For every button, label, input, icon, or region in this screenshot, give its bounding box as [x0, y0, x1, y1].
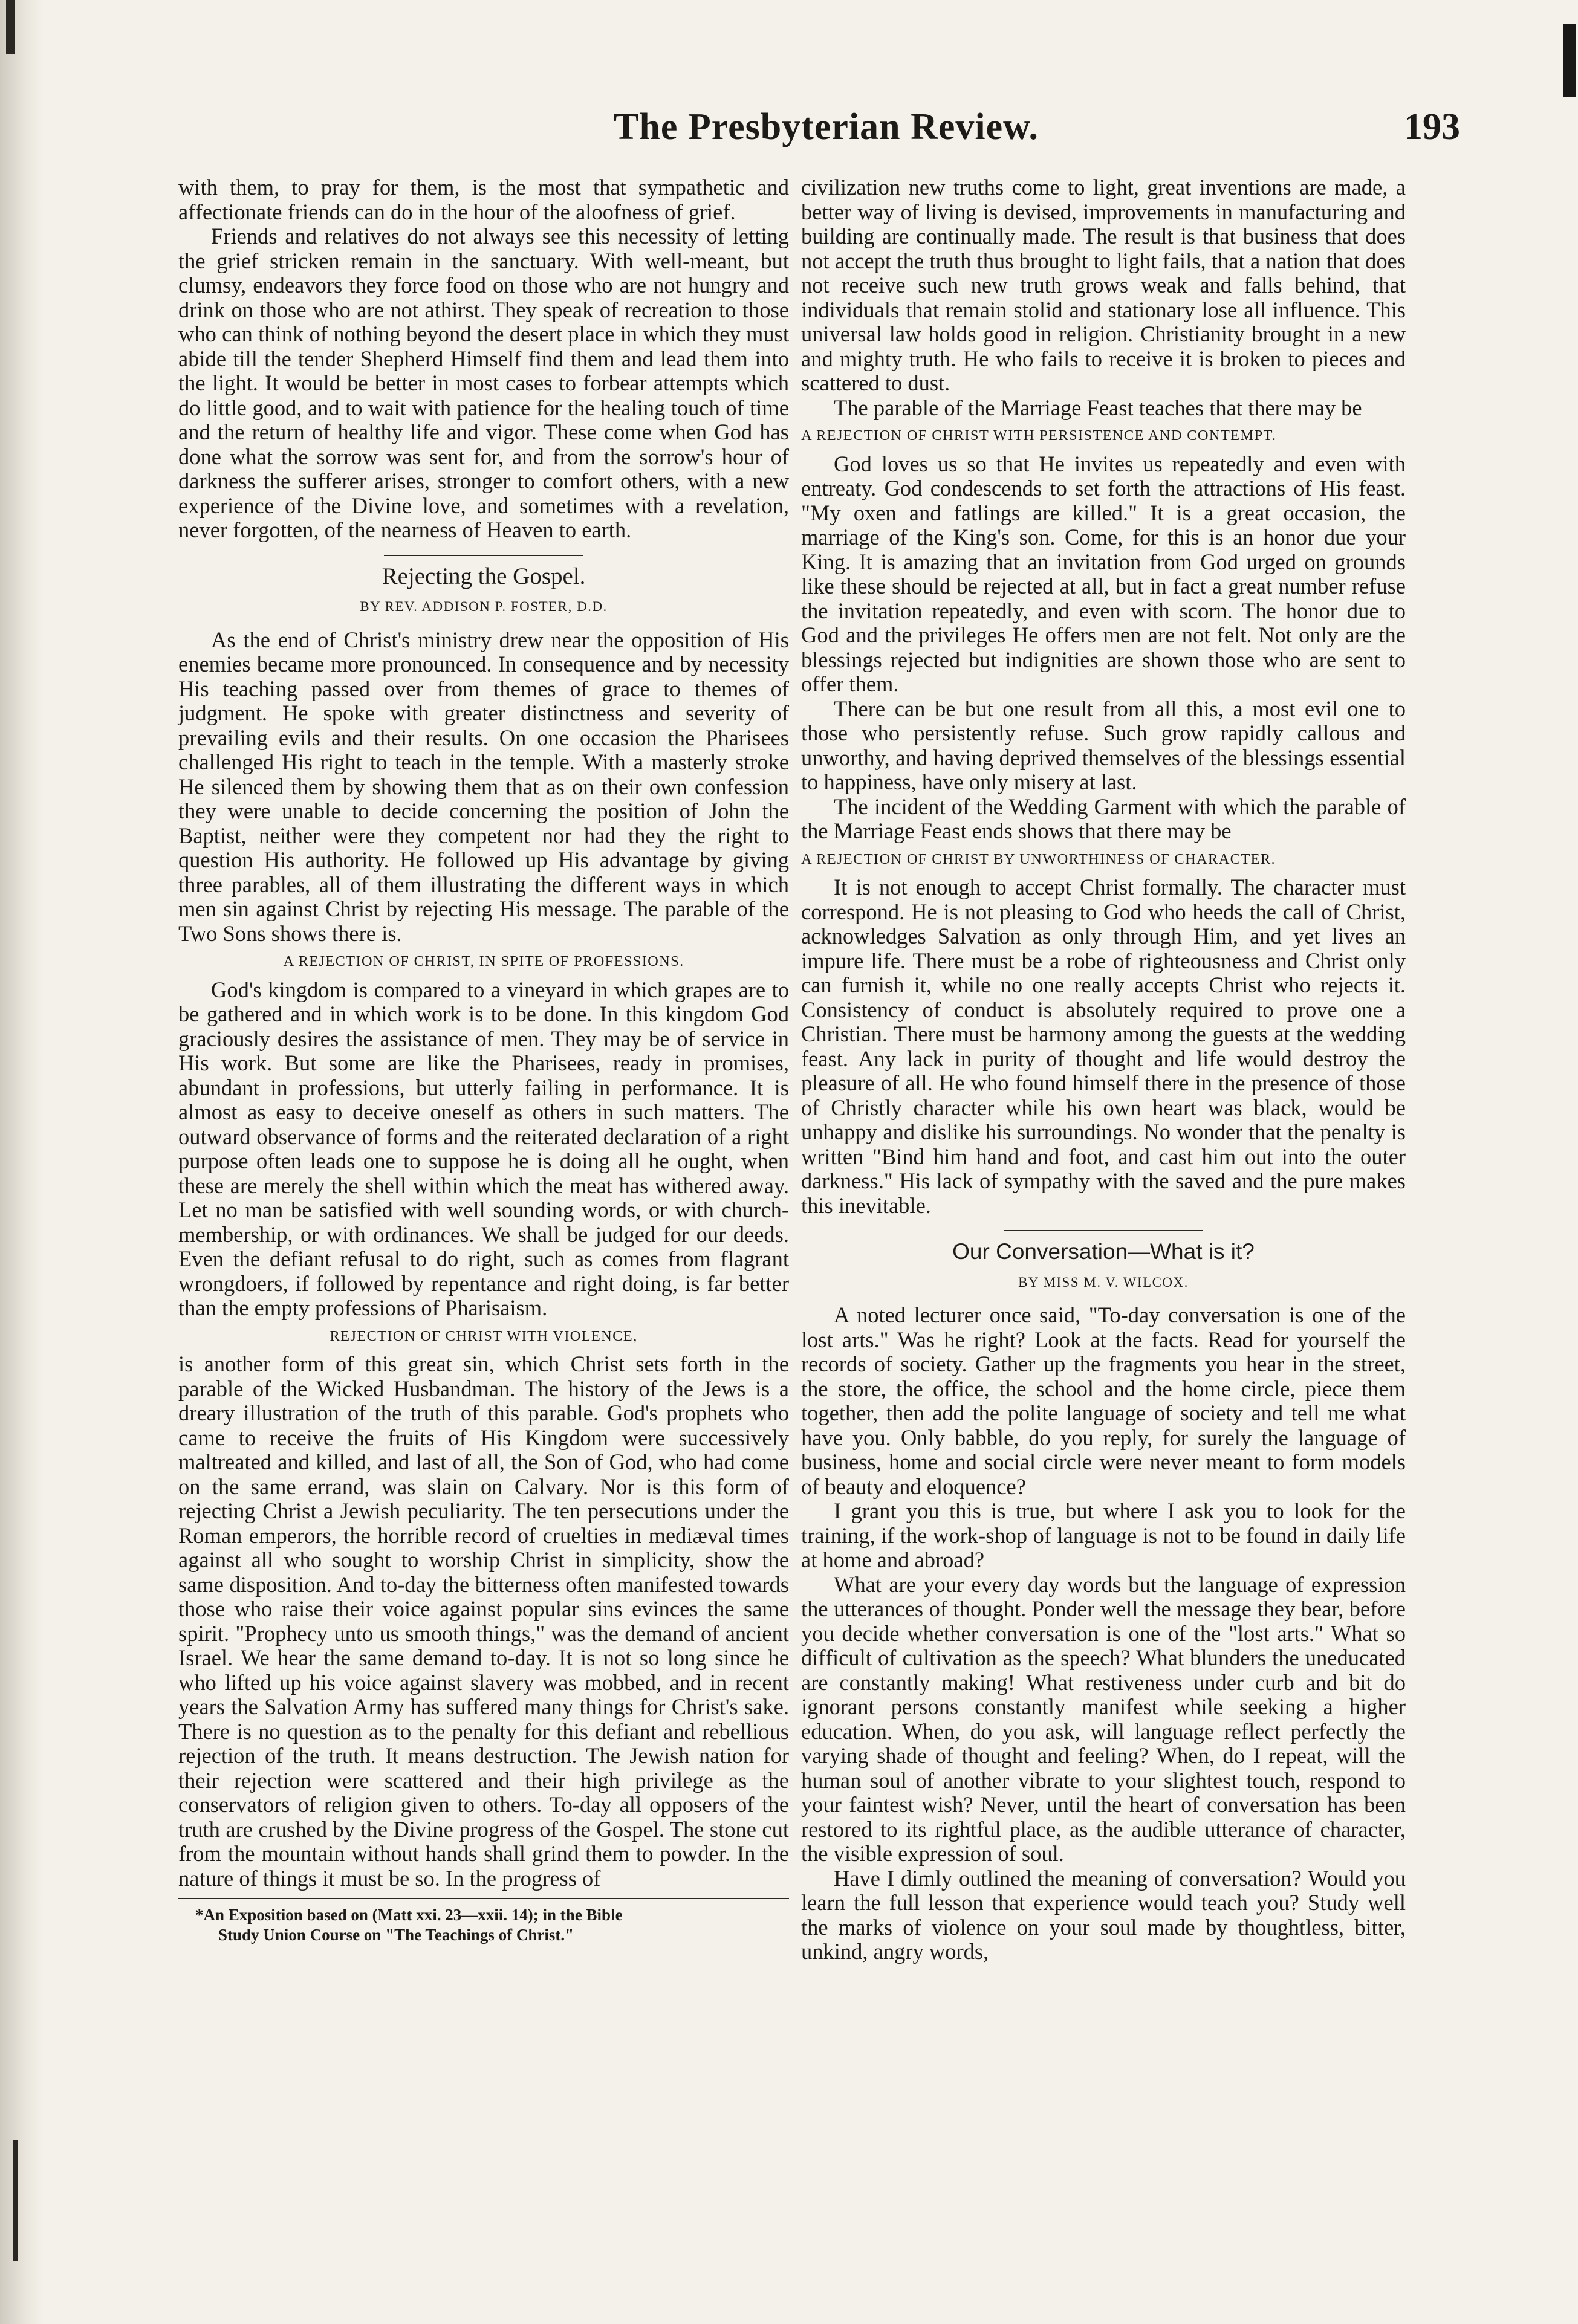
page-number: 193 — [1404, 106, 1460, 147]
paragraph: The parable of the Marriage Feast teaches that there may be — [834, 395, 1362, 420]
running-header — [602, 106, 1460, 154]
footnote-rule — [178, 1898, 789, 1899]
footnote-line: *An Exposition based on (Matt xxi. 23—xxii. 14); in the Bible — [195, 1906, 623, 1924]
article-byline: BY MISS M. V. WILCOX. — [1018, 1274, 1189, 1290]
footnote-line: Study Union Course on "The Teachings of Christ." — [218, 1926, 574, 1944]
section-rule — [1004, 1230, 1203, 1231]
section-heading: A REJECTION OF CHRIST WITH PERSISTENCE AND CONTEMPT. — [801, 427, 1277, 444]
paragraph: God's kingdom is compared to a vineyard in which grapes are to be gathered and in which work is to be done. In this kingdom God graciously desires the assistance of men. They may be of service in His work. But some are like the Pharisees, ready in promises, abundant in professions, but utterly failing in performance. It is almost as easy to deceive oneself as others in such matters. The outward observance of forms and the reiterated declaration of a right purpose often leads one to suppose he is doing all he ought, when these are merely the shell within which the meat has withered away. Let no man be satisfied with well sounding words, or with church-membership, or with ordinances. We shall be judged for our deeds. Even the defiant refusal to do right, such as comes from flagrant wrongdoers, if followed by repentance and right doing, is far better than the empty professions of Pharisaism. — [178, 977, 789, 1320]
footnote — [178, 1905, 789, 1945]
paragraph: A noted lecturer once said, "To-day conversation is one of the lost arts." Was he right? Look at the facts. Read for yourself the records of society. Gather up the fragments you hear in the street, the store, the office, the school and the home circle, piece them together, then add the polite language of society and tell me what have you. Only babble, do you reply, for surely the language of business, home and social circle were never meant to form models of beauty and eloquence? — [801, 1303, 1406, 1499]
binding-mark — [6, 0, 15, 54]
paragraph: As the end of Christ's ministry drew near the opposition of His enemies became more pronounced. In consequence and by necessity His teaching passed over from themes of grace to themes of judgment. He spoke with greater distinctness and severity of prevailing evils and their results. On one occasion the Pharisees challenged His right to teach in the temple. With a masterly stroke He silenced them by showing them that as on their own confession they were unable to decide concerning the position of John the Baptist, neither were they competent nor had they the right to question His authority. He followed up His advantage by giving three parables, all of them illustrating the different ways in which men sin against Christ by rejecting His message. The parable of the Two Sons shows there is. — [178, 627, 789, 946]
section-heading: REJECTION OF CHRIST WITH VIOLENCE, — [330, 1327, 638, 1344]
section-rule — [384, 555, 583, 556]
article-byline: BY REV. ADDISON P. FOSTER, D.D. — [360, 599, 608, 614]
paragraph: It is not enough to accept Christ formally. The character must correspond. He is not pleasing to God who heeds the call of Christ, acknowledges Salvation as only through Him, and yet lives an impure life. There must be a robe of righteousness and Christ only can furnish it, while no one really accepts Christ who rejects it. Consistency of conduct is absolutely required to prove one a Christian. There must be harmony among the guests at the wedding feast. Any lack in purity of thought and life would destroy the pleasure of all. He who found himself there in the presence of those of Christly character while his own heart was black, would be unhappy and dislike his surroundings. No wonder that the penalty is written "Bind him hand and foot, and cast him out into the outer darkness." His lack of sympathy with the saved and the pure makes this inevitable. — [801, 875, 1406, 1218]
article-title: Our Conversation—What is it? — [952, 1239, 1255, 1264]
paragraph: is another form of this great sin, which Christ sets forth in the parable of the Wicked Husbandman. The history of the Jews is a dreary illustration of the truth of this parable. God's prophets who came to receive the fruits of His Kingdom were successively maltreated and killed, and last of all, the Son of God, who had come on the same errand, was slain on Calvary. Nor is this form of rejecting Christ a Jewish peculiarity. The ten persecutions under the Roman emperors, the horrible record of cruelties in mediæval times against all who sought to worship Christ in simplicity, show the same disposition. And to-day the bitterness often manifested towards those who raise their voice against popular sins evinces the same spirit. "Prophecy unto us smooth things," was the demand of ancient Israel. We hear the same demand to-day. It is not so long since he who lifted up his voice against slavery was mobbed, and in recent years the Salvation Army has suffered many things for Christ's sake. There is no question as to the penalty for this defiant and rebellious rejection of the truth. It means destruction. The Jewish nation for their rejection were scattered and their high privilege as the conservators of religion given to others. To-day all opposers of the truth are crushed by the Divine progress of the Gospel. The stone cut from the mountain without hands shall grind them to powder. In the nature of things it must be so. In the progress of — [178, 1351, 789, 1891]
binding-mark — [13, 2140, 18, 2261]
article-title: Rejecting the Gospel. — [382, 563, 586, 589]
paragraph: What are your every day words but the language of expression the utterances of thought. Ponder well the message they bear, before you decide whether conversation is one of the "lost arts." What so difficult of cultivation as the speech? What blunders the uneducated are constantly making! What restiveness under curb and bit do ignorant persons constantly manifest while seeking a higher education. When, do you ask, will language reflect perfectly the varying shade of thought and feeling? When, do I repeat, will the human soul of another vibrate to your slightest touch, respond to your faintest wish? Never, until the heart of conversation has been restored to its rightful place, as the audible utterance of character, the visible expression of soul. — [801, 1571, 1406, 1866]
left-column — [178, 175, 789, 1945]
paragraph: There can be but one result from all this, a most evil one to those who persistently refuse. Such grow rapidly callous and unworthy, and having deprived themselves of the blessings essential to happiness, have only misery at last. — [801, 696, 1406, 794]
paragraph: The incident of the Wedding Garment with which the parable of the Marriage Feast ends shows that there may be — [801, 794, 1406, 843]
paragraph: I grant you this is true, but where I ask you to look for the training, if the work-shop of language is not to be found in daily life at home and abroad? — [801, 1498, 1406, 1572]
paragraph: God loves us so that He invites us repeatedly and even with entreaty. God condescends to set forth the attractions of His feast. "My oxen and fatlings are killed." It is a great occasion, the marriage of the King's son. Come, for this is an honor due your King. It is amazing that an invitation from God urged on grounds like these should be rejected at all, but in fact a great number refuse the invitation repeatedly, and even with scorn. The honor due to God and the privileges He offers men are not felt. Not only are the blessings rejected but indignities are shown those who are sent to offer them. — [801, 451, 1406, 696]
right-column — [801, 175, 1406, 1964]
journal-title: The Presbyterian Review. — [614, 106, 1039, 147]
section-heading: A REJECTION OF CHRIST, IN SPITE OF PROFESSIONS. — [283, 953, 684, 969]
paragraph: with them, to pray for them, is the most that sympathetic and affectionate friends can do in the hour of the aloofness of grief. — [178, 175, 789, 224]
binding-gutter — [0, 0, 42, 2324]
paragraph: Friends and relatives do not always see this necessity of letting the grief stricken remain in the sanctuary. With well-meant, but clumsy, endeavors they force food on those who are not hungry and drink on those who are not athirst. They speak of recreation to those who can think of nothing beyond the desert place in which they must abide till the tender Shepherd Himself find them and lead them into the light. It would be better in most cases to forbear attempts which do little good, and to wait with patience for the healing touch of time and the return of healthy life and vigor. These come when God has done what the sorrow was sent for, and from the sorrow's hour of darkness the sufferer arises, stronger to comfort others, with a new experience of the Divine love, and sometimes with a revelation, never forgotten, of the nearness of Heaven to earth. — [178, 224, 789, 542]
paragraph: Have I dimly outlined the meaning of conversation? Would you learn the full lesson that experience would teach you? Study well the marks of violence on your soul made by thoughtless, bitter, unkind, angry words, — [801, 1865, 1406, 1964]
page-edge-mark — [1563, 24, 1576, 97]
paragraph: civilization new truths come to light, great inventions are made, a better way of living is devised, improvements in manufacturing and building are continually made. The result is that business that does not accept the truth thus brought to light fails, that a nation that does not receive such new truth grows weak and falls behind, that individuals that remain stolid and stationary lose all influence. This universal law holds good in religion. Christianity brought in a new and mighty truth. He who fails to receive it is broken to pieces and scattered to dust. — [801, 175, 1406, 395]
section-heading: A REJECTION OF CHRIST BY UNWORTHINESS OF CHARACTER. — [801, 850, 1276, 867]
